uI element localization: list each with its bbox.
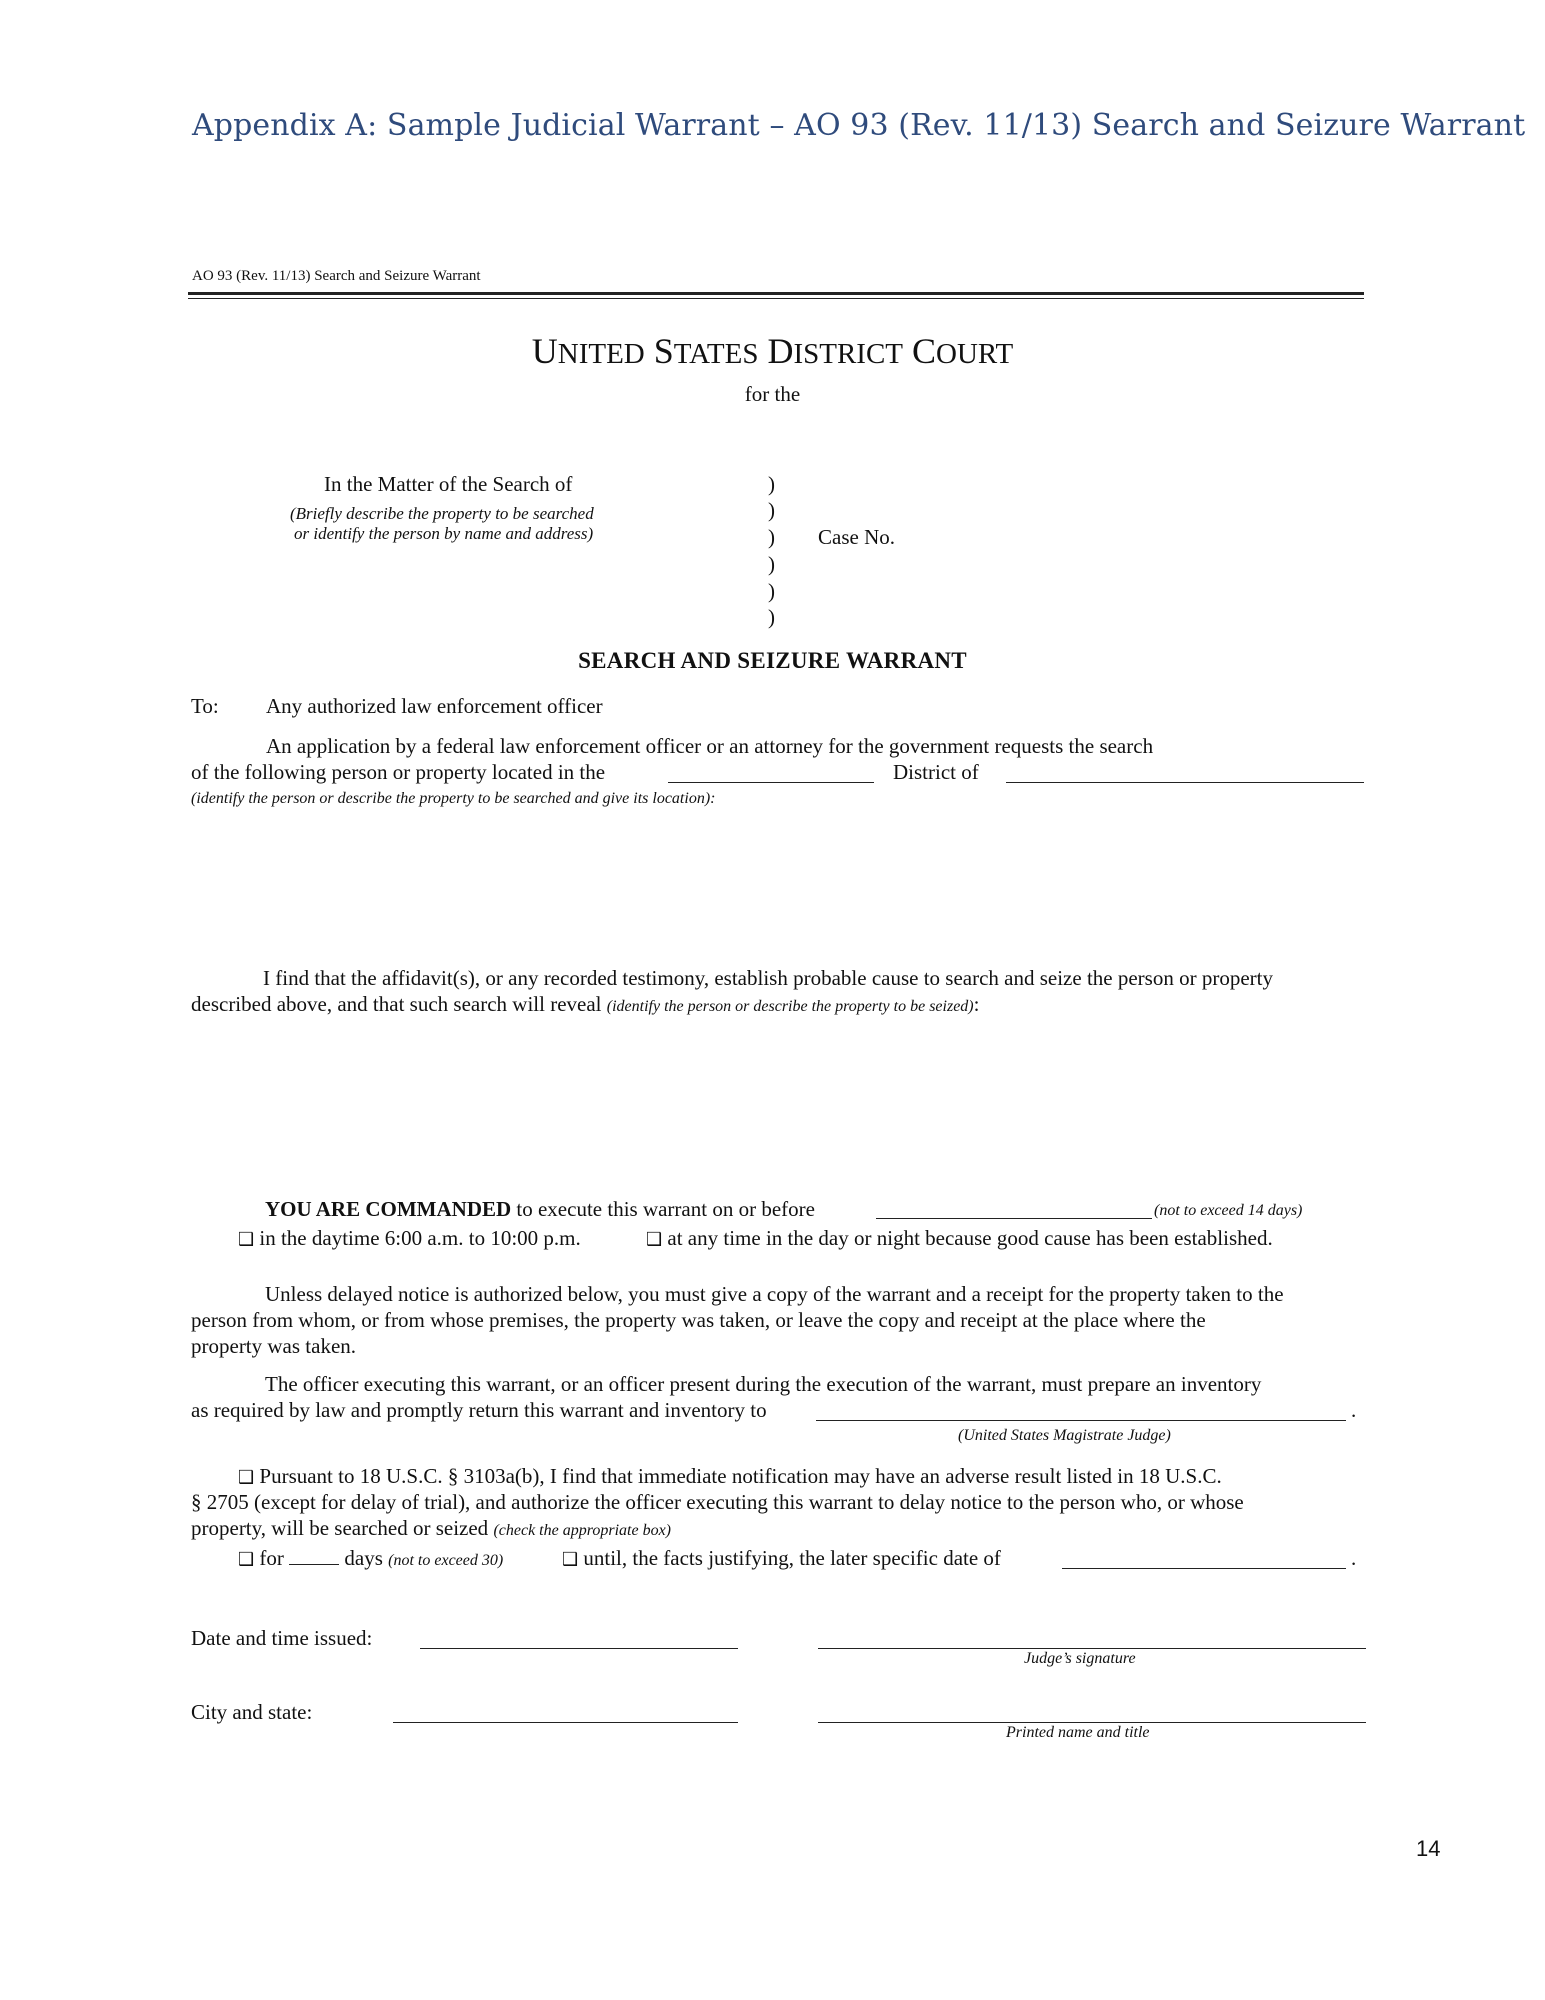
checkbox-icon[interactable]: ❑	[562, 1549, 579, 1570]
application-hint: (identify the person or describe the property to be searched and give its location):	[191, 790, 716, 807]
magistrate-judge-blank[interactable]	[816, 1420, 1346, 1421]
anytime-option[interactable]: ❑ at any time in the day or night because good cause has been established.	[646, 1226, 1273, 1250]
page-number: 14	[1416, 1836, 1441, 1861]
magistrate-judge-hint: (United States Magistrate Judge)	[958, 1427, 1171, 1444]
inventory-period: .	[1351, 1398, 1357, 1422]
inventory-line1: The officer executing this warrant, or an officer present during the execution of the warrant, must prepare an inventory	[265, 1372, 1262, 1396]
delay-period: .	[1351, 1546, 1357, 1570]
to-label: To:	[191, 694, 219, 718]
delay-until-option[interactable]: ❑ until, the facts justifying, the later specific date of	[562, 1546, 1001, 1570]
caption-paren: )	[768, 605, 775, 629]
judge-signature-label: Judge’s signature	[1024, 1650, 1136, 1667]
checkbox-icon[interactable]: ❑	[238, 1229, 255, 1250]
date-time-issued-blank[interactable]	[420, 1648, 738, 1649]
printed-name-line[interactable]	[818, 1722, 1366, 1723]
notice-line2: person from whom, or from whose premises, the property was taken, or leave the copy and receipt at the place where the	[191, 1308, 1206, 1332]
command-hint: (not to exceed 14 days)	[1154, 1202, 1303, 1219]
appendix-title: Appendix A: Sample Judicial Warrant – AO 93 (Rev. 11/13) Search and Seizure Warrant	[192, 108, 1526, 143]
inventory-line2: as required by law and promptly return this warrant and inventory to	[191, 1398, 767, 1422]
header-rule-thick	[188, 292, 1364, 295]
finding-line2: described above, and that such search will reveal (identify the person or describe the property to be seized):	[191, 992, 980, 1016]
matter-hint-line1: (Briefly describe the property to be searched	[290, 504, 594, 523]
application-line1: An application by a federal law enforcement officer or an attorney for the government requests the search	[266, 734, 1154, 758]
application-line2-b: District of	[893, 760, 979, 784]
caption-paren: )	[768, 525, 775, 549]
printed-name-label: Printed name and title	[1006, 1724, 1150, 1741]
checkbox-icon[interactable]: ❑	[238, 1549, 255, 1570]
execute-before-blank[interactable]	[876, 1218, 1152, 1219]
district-blank[interactable]	[668, 782, 874, 783]
delay-line1[interactable]: ❑ Pursuant to 18 U.S.C. § 3103a(b), I find that immediate notification may have an adverse result listed in 18 U.S.C.	[238, 1464, 1222, 1488]
caption-paren: )	[768, 579, 775, 603]
specific-date-blank[interactable]	[1062, 1568, 1346, 1569]
caption-paren: )	[768, 552, 775, 576]
checkbox-icon[interactable]: ❑	[238, 1467, 255, 1488]
case-no-label: Case No.	[818, 525, 895, 549]
checkbox-icon[interactable]: ❑	[646, 1229, 663, 1250]
finding-line1: I find that the affidavit(s), or any recorded testimony, establish probable cause to search and seize the person or property	[263, 966, 1273, 990]
daytime-option[interactable]: ❑ in the daytime 6:00 a.m. to 10:00 p.m.	[238, 1226, 581, 1250]
days-blank[interactable]	[289, 1546, 339, 1565]
form-code: AO 93 (Rev. 11/13) Search and Seizure Warrant	[192, 268, 481, 284]
caption-paren: )	[768, 498, 775, 522]
header-rule-thin	[188, 298, 1364, 299]
caption-paren: )	[768, 472, 775, 496]
delay-days-option[interactable]: ❑ for days (not to exceed 30)	[238, 1546, 504, 1570]
application-line2-a: of the following person or property located in the	[191, 760, 606, 784]
matter-hint-line2: or identify the person by name and address)	[294, 524, 594, 543]
matter-label: In the Matter of the Search of	[324, 472, 573, 496]
judge-signature-line[interactable]	[818, 1648, 1366, 1649]
notice-line3: property was taken.	[191, 1334, 357, 1358]
command-line: YOU ARE COMMANDED to execute this warrant on or before	[265, 1197, 815, 1221]
for-the: for the	[744, 382, 801, 406]
city-state-label: City and state:	[191, 1700, 313, 1724]
date-time-issued-label: Date and time issued:	[191, 1626, 373, 1650]
court-name: UNITED STATES DISTRICT COURT	[531, 331, 1014, 371]
to-value: Any authorized law enforcement officer	[266, 694, 603, 718]
delay-line2: § 2705 (except for delay of trial), and authorize the officer executing this warrant to delay notice to the person who, or whose	[191, 1490, 1244, 1514]
delay-line3: property, will be searched or seized (check the appropriate box)	[191, 1516, 671, 1540]
district-of-blank[interactable]	[1006, 782, 1364, 783]
city-state-blank[interactable]	[393, 1722, 738, 1723]
notice-line1: Unless delayed notice is authorized below, you must give a copy of the warrant and a receipt for the property taken to the	[265, 1282, 1284, 1306]
warrant-title: SEARCH AND SEIZURE WARRANT	[578, 648, 967, 673]
